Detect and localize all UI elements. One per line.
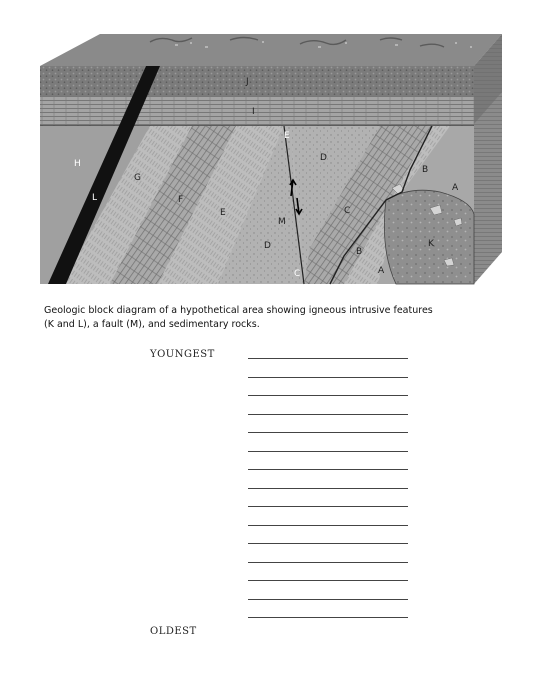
answer-line[interactable]	[248, 377, 408, 378]
answer-line[interactable]	[248, 543, 408, 544]
oldest-label: OLDEST	[150, 626, 197, 637]
answer-line[interactable]	[248, 395, 408, 396]
label-c-upper: C	[344, 206, 351, 216]
youngest-label: YOUNGEST	[150, 349, 215, 360]
label-d-lower: D	[264, 241, 271, 251]
label-m: M	[278, 217, 286, 227]
geologic-block-diagram	[0, 0, 557, 300]
answer-line[interactable]	[248, 599, 408, 600]
block-top-surface	[40, 34, 502, 66]
layer-i	[40, 96, 474, 126]
label-l: L	[92, 193, 98, 203]
label-d-upper: D	[320, 153, 327, 163]
label-g: G	[134, 173, 141, 183]
label-a-lower: A	[378, 266, 385, 276]
answer-line[interactable]	[248, 506, 408, 507]
answer-line[interactable]	[248, 469, 408, 470]
label-k: K	[428, 239, 434, 249]
caption-line-2: (K and L), a fault (M), and sedimentary rocks.	[44, 319, 260, 330]
label-e-upper: E	[284, 131, 290, 141]
label-f: F	[178, 195, 184, 205]
label-i: I	[252, 107, 255, 117]
layer-j	[40, 66, 474, 96]
label-c-lower: C	[294, 269, 301, 279]
answer-line[interactable]	[248, 432, 408, 433]
label-e-lower: E	[220, 208, 226, 218]
answer-line[interactable]	[248, 451, 408, 452]
label-b-upper: B	[422, 165, 429, 175]
answer-line[interactable]	[248, 580, 408, 581]
answer-line[interactable]	[248, 617, 408, 618]
answer-line[interactable]	[248, 414, 408, 415]
answer-line[interactable]	[248, 488, 408, 489]
answer-line[interactable]	[248, 525, 408, 526]
intrusion-k	[384, 190, 474, 284]
caption-line-1: Geologic block diagram of a hypothetical area showing igneous intrusive features	[44, 305, 433, 316]
answer-line[interactable]	[248, 358, 408, 359]
label-b-lower: B	[356, 247, 363, 257]
figure-caption	[44, 304, 434, 332]
label-j: J	[246, 77, 249, 87]
label-h: H	[74, 159, 81, 169]
label-a-upper: A	[452, 183, 459, 193]
answer-line[interactable]	[248, 562, 408, 563]
